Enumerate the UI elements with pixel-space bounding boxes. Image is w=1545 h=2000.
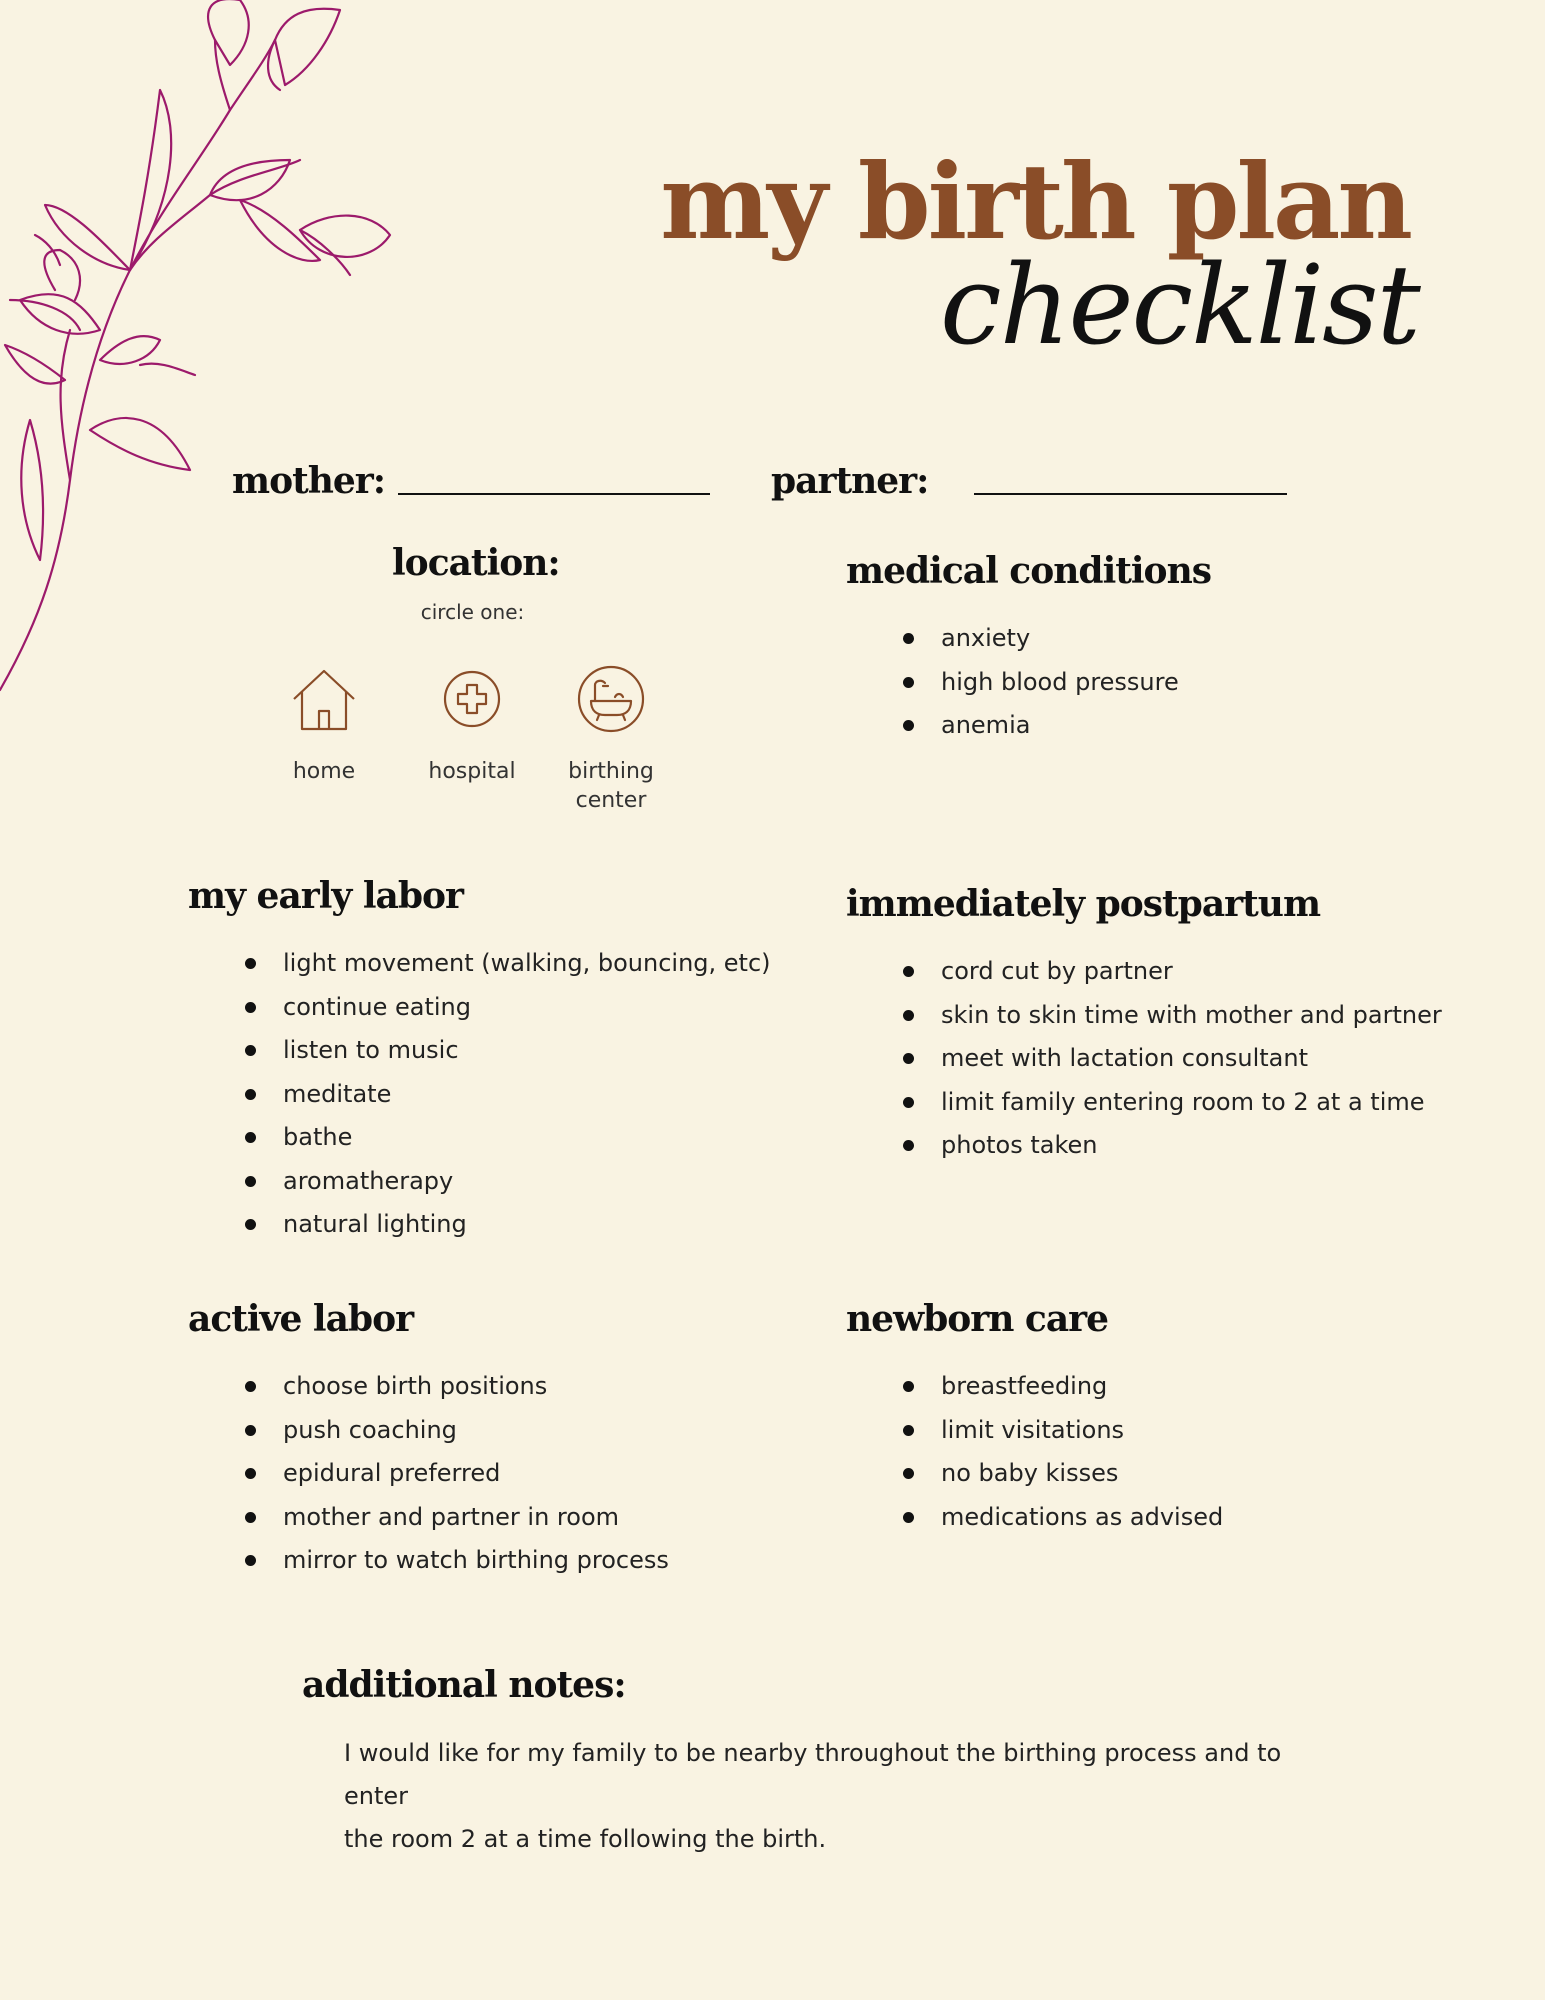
partner-label: partner:: [771, 460, 929, 502]
list-item: meditate: [283, 1073, 771, 1117]
list-item: epidural preferred: [283, 1452, 669, 1496]
list-item: limit visitations: [941, 1409, 1223, 1453]
list-item: natural lighting: [283, 1203, 771, 1247]
medical-cross-icon: [436, 663, 508, 735]
list-item: anxiety: [941, 617, 1179, 661]
list-item: aromatherapy: [283, 1160, 771, 1204]
notes-line: the room 2 at a time following the birth.: [344, 1825, 827, 1853]
additional-notes-text: [344, 1732, 1344, 1861]
list-item: medications as advised: [941, 1496, 1223, 1540]
medical-conditions-list: [941, 617, 1179, 748]
newborn-care-heading: newborn care: [846, 1298, 1109, 1340]
early-labor-heading: my early labor: [188, 875, 464, 917]
list-item: high blood pressure: [941, 661, 1179, 705]
house-icon: [288, 663, 360, 735]
location-option-label: home: [292, 759, 356, 784]
location-option-birthing-center[interactable]: [541, 663, 681, 815]
partner-name-line[interactable]: [974, 493, 1287, 495]
early-labor-list: [283, 942, 771, 1247]
page-title: my birth plan: [660, 140, 1410, 263]
newborn-care-list: [941, 1365, 1223, 1539]
postpartum-heading: immediately postpartum: [846, 883, 1321, 925]
list-item: cord cut by partner: [941, 950, 1442, 994]
list-item: continue eating: [283, 986, 771, 1030]
location-heading: location:: [392, 542, 560, 584]
list-item: skin to skin time with mother and partner: [941, 994, 1442, 1038]
floral-branch-illustration: [0, 0, 400, 700]
medical-conditions-heading: medical conditions: [846, 550, 1212, 592]
list-item: choose birth positions: [283, 1365, 669, 1409]
list-item: light movement (walking, bouncing, etc): [283, 942, 771, 986]
bathtub-icon: [575, 663, 647, 735]
location-option-label: hospital: [428, 759, 516, 784]
list-item: mirror to watch birthing process: [283, 1539, 669, 1583]
list-item: anemia: [941, 704, 1179, 748]
list-item: meet with lactation consultant: [941, 1037, 1442, 1081]
list-item: photos taken: [941, 1124, 1442, 1168]
page-subtitle-script: checklist: [940, 241, 1419, 369]
mother-name-line[interactable]: [398, 493, 710, 495]
list-item: breastfeeding: [941, 1365, 1223, 1409]
list-item: bathe: [283, 1116, 771, 1160]
list-item: mother and partner in room: [283, 1496, 669, 1540]
list-item: listen to music: [283, 1029, 771, 1073]
location-instruction: circle one:: [420, 600, 525, 624]
list-item: push coaching: [283, 1409, 669, 1453]
location-option-label: birthing center: [568, 759, 654, 813]
active-labor-list: [283, 1365, 669, 1583]
location-option-hospital[interactable]: [402, 663, 542, 786]
mother-label: mother:: [232, 460, 386, 502]
list-item: limit family entering room to 2 at a time: [941, 1081, 1442, 1125]
active-labor-heading: active labor: [188, 1298, 414, 1340]
list-item: no baby kisses: [941, 1452, 1223, 1496]
notes-line: I would like for my family to be nearby throughout the birthing process and to enter: [344, 1739, 1282, 1810]
postpartum-list: [941, 950, 1442, 1168]
additional-notes-heading: additional notes:: [302, 1664, 626, 1706]
location-option-home[interactable]: [254, 663, 394, 786]
